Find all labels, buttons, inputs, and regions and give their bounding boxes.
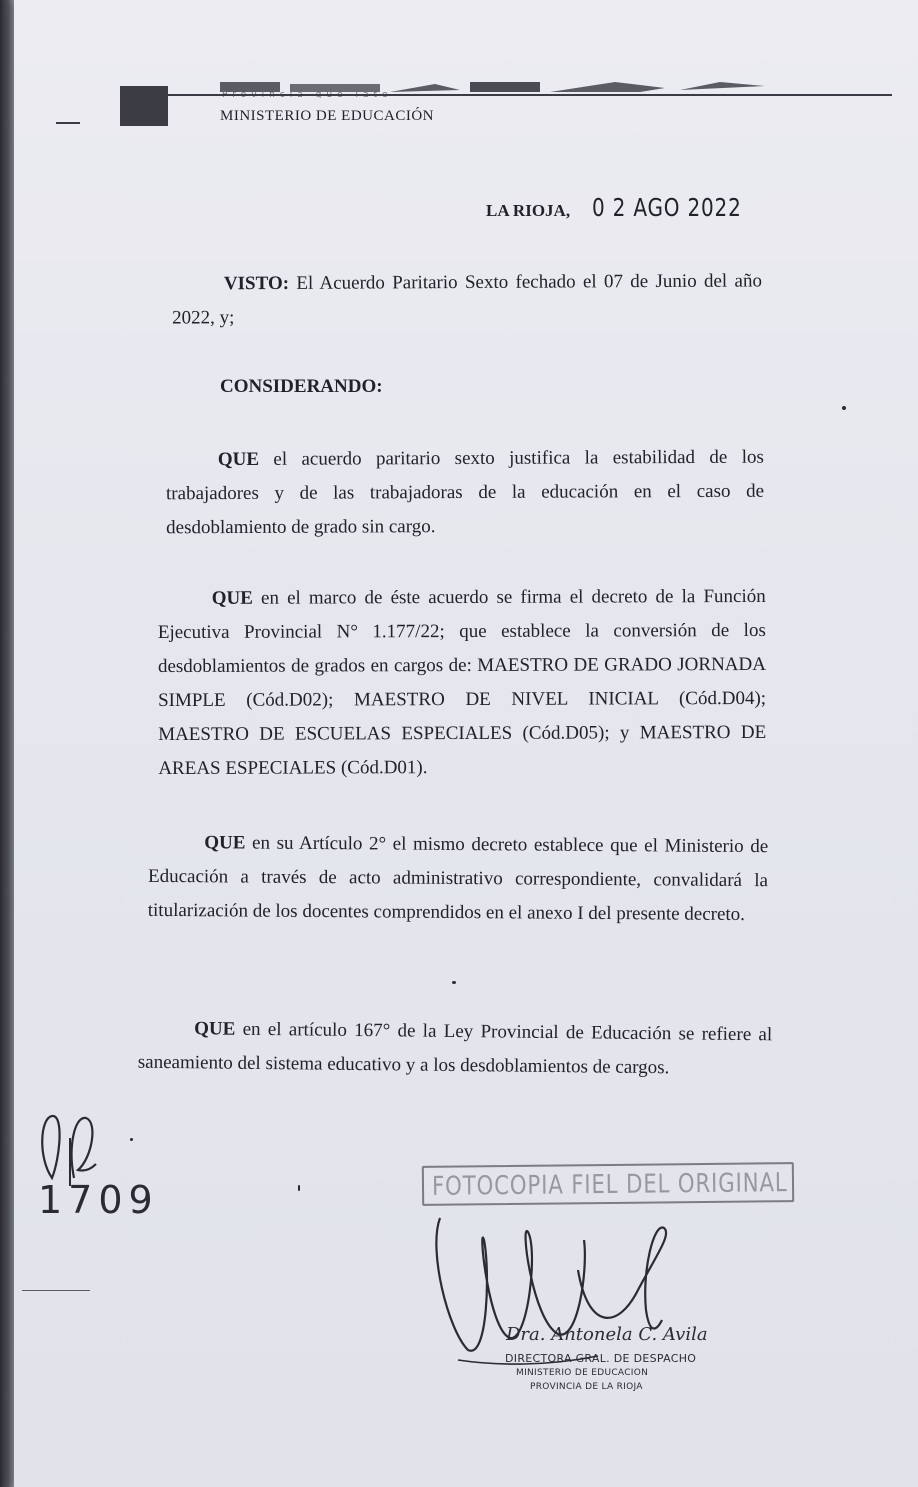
ministry-name: MINISTERIO DE EDUCACIÓN xyxy=(220,108,434,124)
binder-edge xyxy=(0,0,14,1487)
margin-line xyxy=(22,1290,90,1291)
handwritten-initials xyxy=(30,1108,120,1188)
que-text: el acuerdo paritario sexto justifica la estabilidad de los trabajadores y de las trabajadoras de la educación en el caso de desdoblamiento de grado sin cargo. xyxy=(165,446,765,539)
place-name: LA RIOJA, xyxy=(486,201,571,220)
ink-speck xyxy=(842,406,846,410)
signatory-ministry: MINISTERIO DE EDUCACION xyxy=(516,1368,649,1378)
que-lead: QUE xyxy=(211,587,253,609)
header-rule xyxy=(150,94,892,96)
considerando-heading: CONSIDERANDO: xyxy=(220,376,383,397)
date-line xyxy=(486,193,779,222)
que-paragraph-4 xyxy=(138,1012,773,1087)
que-lead: QUE xyxy=(204,832,246,854)
que-text: en el marco de éste acuerdo se firma el decreto de la Función Ejecutiva Provincial N° 1.177/22; que establece la conversión de los desdoblamientos de grados en cargos de: MAESTRO DE GRADO JORNADA SIMPLE (Cód.D02); MAESTRO DE NIVEL INICIAL (Cód.D04); MAESTRO DE ESCUELAS ESPECIALES (Cód.D05); y MAESTRO DE AREAS ESPECIALES (Cód.D01). xyxy=(157,585,767,780)
que-paragraph-3 xyxy=(148,826,769,932)
ministry-logo xyxy=(120,86,168,126)
stamp-text: FOTOCOPIA FIEL DEL ORIGINAL xyxy=(431,1168,788,1202)
que-text: en su Artículo 2° el mismo decreto establece que el Ministerio de Educación a través de acto administrativo correspondiente, convalidará la titularización de los docentes comprendidos en el anexo I del presente decreto. xyxy=(147,832,769,926)
signatory-title: DIRECTORA GRAL. DE DESPACHO xyxy=(505,1352,697,1365)
que-paragraph-2 xyxy=(158,580,767,786)
signatory-province: PROVINCIA DE LA RIOJA xyxy=(530,1382,643,1392)
visto-paragraph xyxy=(172,264,762,335)
signature-scribble xyxy=(428,1210,688,1370)
ink-speck xyxy=(298,1185,300,1191)
date-stamp: 0 2 AGO 2022 xyxy=(592,193,742,222)
que-paragraph-1 xyxy=(166,441,764,546)
handwritten-number: 1709 xyxy=(38,1178,159,1222)
ink-speck xyxy=(130,1138,133,1141)
margin-dash xyxy=(56,122,80,124)
signatory-name: Dra. Antonela C. Avila xyxy=(506,1324,708,1345)
ink-speck xyxy=(452,981,456,984)
certified-copy-stamp xyxy=(422,1162,794,1206)
visto-text: El Acuerdo Paritario Sexto fechado el 07 de Junio del año 2022, y; xyxy=(172,270,762,329)
visto-lead: VISTO: xyxy=(223,272,290,295)
que-lead: QUE xyxy=(217,448,260,471)
que-lead: QUE xyxy=(194,1018,236,1040)
que-text: en el artículo 167° de la Ley Provincial de Educación se refiere al saneamiento del sistema educativo y a los desdoblamientos de cargos. xyxy=(137,1018,773,1079)
